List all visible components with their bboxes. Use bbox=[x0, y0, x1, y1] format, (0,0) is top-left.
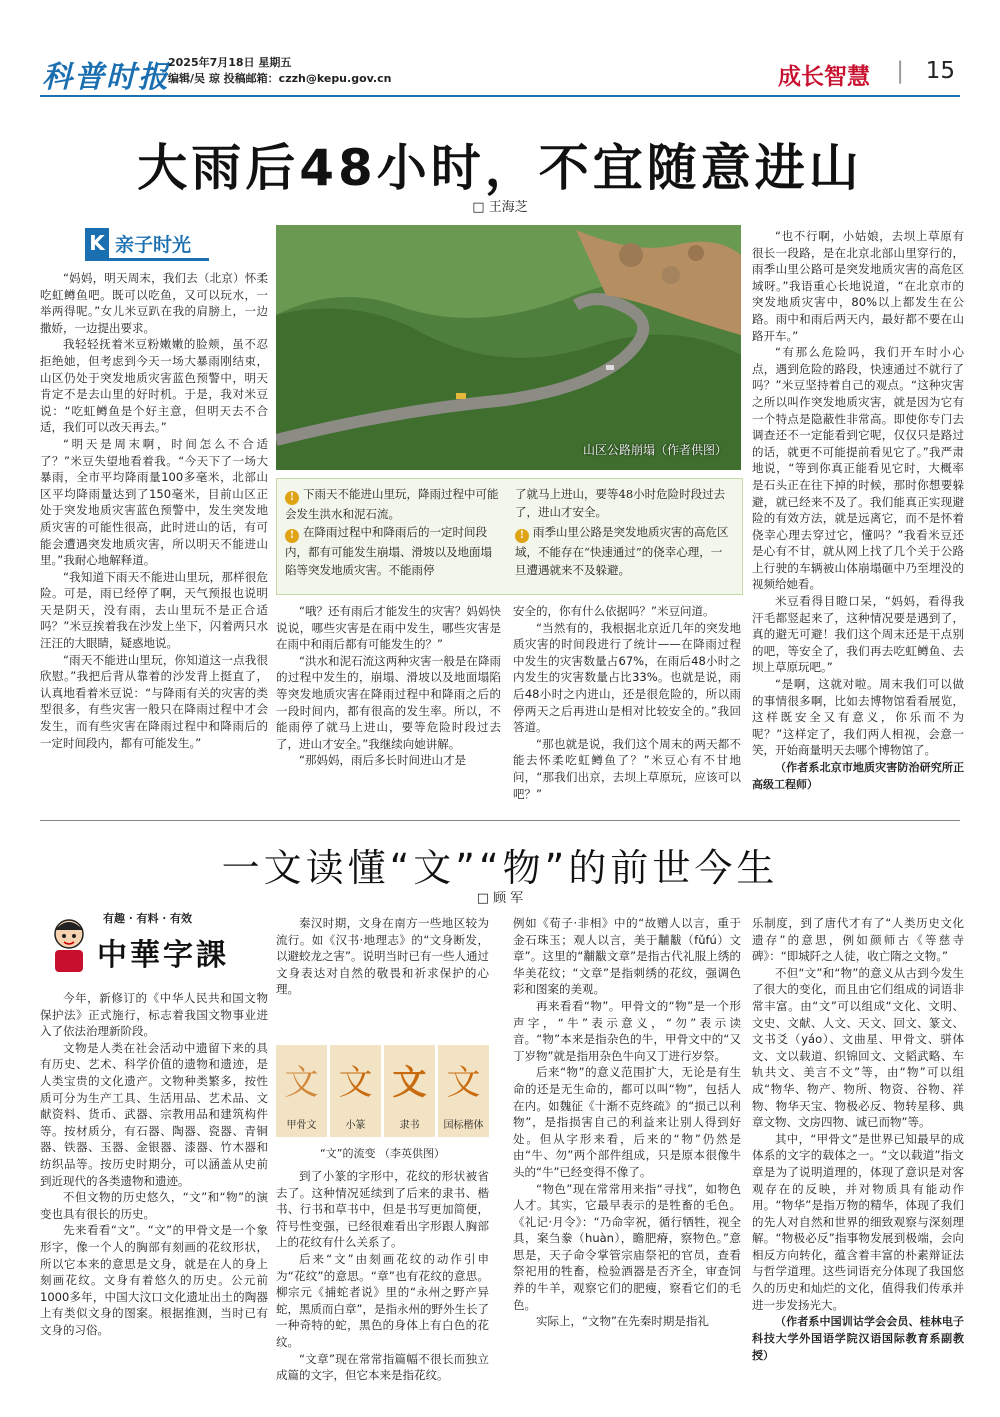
paragraph: 我轻轻抚着米豆粉嫩嫩的脸颊，虽不忍拒绝她，但考虑到今天一场大暴雨刚结束，山区仍处于突发地质灾害蓝色预警中，明天肯定不是去山里的好时机。于是，我对米豆说：“吃虹鳟鱼是个好主意，但明天去不合适，我们可以改天再去。” bbox=[40, 337, 268, 435]
paragraph: “明天是周末啊，时间怎么不合适了？”米豆失望地看着我。“今天下了一场大暴雨，全市平均降雨量100多毫米，北部山区平均降雨量达到了150毫米，目前山区正处于突发地质灾害蓝色预警中，发生突发地质灾害的可能性很高，此时进山的话，有可能会遭遇突发地质灾害，所以明天不能进山里。”我耐心地解释道。 bbox=[40, 436, 268, 568]
tip-2-continued: 了就马上进山，要等48小时危险时段过去了，进山才安全。 bbox=[515, 487, 726, 519]
masthead-logo: 科普时报 bbox=[42, 60, 170, 95]
issue-date: 2025年7月18日 星期五 bbox=[168, 56, 292, 69]
paragraph: 秦汉时期，文身在南方一些地区较为流行。如《汉书·地理志》的“文身断发，以避蛟龙之害”。说明当时已有一些人通过文身表达对自然的敬畏和祈求保护的心理。 bbox=[276, 916, 489, 997]
paragraph: 后来“物”的意义范围扩大，无论是有生命的还是无生命的，都可以叫“物”，包括人在内。如魏征《十渐不克终疏》的“损己以利物”，是指损害自己的利益来让别人得到好处。但从字形来看，后来的“物”仍然是由“牛、勿”两个部件组成，只是原本很像牛头的“牛”已经变得不像了。 bbox=[513, 1065, 741, 1179]
paragraph: 实际上，“文物”在先秦时期是指礼 bbox=[536, 1314, 709, 1329]
warning-icon: ! bbox=[285, 529, 299, 543]
article1-col1 bbox=[40, 270, 268, 751]
paragraph: “洪水和泥石流这两种灾害一般是在降雨的过程中发生的，崩塌、滑坡以及地面塌陷等突发地质灾害在降雨过程中和降雨之后的一段时间内，都有很高的发生率。所以，不能雨停了就马上进山，要等危险时段过去了，进山才安全。”我继续向她讲解。 bbox=[276, 653, 501, 751]
paragraph: 不但“文”和“物”的意义从古到今发生了很大的变化，而且由它们组成的词语非常丰富。由“文”可以组成“文化、文明、文史、文献、人文、天文、回文、篆文、文书爻（yáo）、文曲星、甲骨文、骈体文、文以载道、织锦回文、文韬武略、车轨共文、美言不文”等，由“物”可以组成“物华、物产、物所、物资、谷物、祥物、物华天宝、物极必反、物转星移、典章文物、文房四物、诚已而物”等。 bbox=[752, 965, 964, 1130]
article2-col3 bbox=[513, 915, 741, 1330]
issue-meta bbox=[168, 55, 391, 87]
warning-icon: ! bbox=[285, 491, 299, 505]
author-note: （作者系北京市地质灾害防治研究所正高级工程师） bbox=[752, 761, 964, 791]
paragraph: “是啊，这就对啦。周末我们可以做的事情很多啊，比如去博物馆看看展览，这样既安全又有意义，你乐而不为呢？”这样定了，我们两人相视，会意一笑，开始商量明天去哪个博物馆了。 bbox=[752, 677, 964, 758]
chinese-character-column-tag bbox=[45, 910, 240, 980]
paragraph: “那妈妈，雨后多长时间进山才是 bbox=[299, 753, 466, 768]
header-rule bbox=[40, 95, 960, 97]
script-cell: 文 隶书 bbox=[384, 1045, 435, 1137]
column-tag-label: 亲子时光 bbox=[115, 234, 192, 256]
paragraph: “物色”现在常常用来指“寻找”，如物色人才。其实，它最早表示的是牲畜的毛色。《礼记·月令》：“乃命宰祝，循行牺牲，视全具，案刍豢（huàn），瞻肥瘠，察物色。”意思是，天子命令掌管宗庙祭祀的官员，查看祭祀用的牲畜，检验酒器是否齐全，审查饲养的牛羊，观察它们的肥瘦，察看它们的毛色。 bbox=[513, 1181, 741, 1312]
article2-col1 bbox=[40, 990, 268, 1338]
script-cell: 文 小篆 bbox=[330, 1045, 381, 1137]
page-number: 15 bbox=[925, 58, 955, 84]
script-cell: 文 国标楷体 bbox=[438, 1045, 489, 1137]
photo-caption: 山区公路崩塌（作者供图） bbox=[582, 443, 727, 457]
paragraph: 先来看看“文”。“文”的甲骨文是一个象形字，像一个人的胸部有刻画的花纹形状，所以它本来的意思是文身，就是在人的身上刻画花纹。文身有着悠久的历史。公元前1000多年，中国大汶口文化遗址出土的陶器上有类似文身的图案。根据推测，当时已有文身的习俗。 bbox=[40, 1223, 268, 1337]
editor-info: 编辑/吴 琼 投稿邮箱：czzh@kepu.gov.cn bbox=[168, 72, 392, 85]
paragraph: “我知道下雨天不能进山里玩，那样很危险。可是，雨已经停了啊，天气预报也说明天是阴天，没有雨，去山里玩不是正合适吗？”米豆挨着我在沙发上坐下，闪着两只水汪汪的大眼睛，疑惑地说。 bbox=[40, 569, 268, 651]
tip-3: ! 雨季山里公路是突发地质灾害的高危区域，不能存在“快速通过”的侥幸心理，一旦遭遇就来不及躲避。 bbox=[515, 525, 729, 577]
paragraph: 今年，新修订的《中华人民共和国文物保护法》正式施行，标志着我国文物事业进入了依法治理新阶段。 bbox=[40, 991, 268, 1039]
paragraph: “文章”现在常常指篇幅不很长而独立成篇的文字，但它本来是指花纹。 bbox=[276, 1351, 489, 1383]
tip-2: ! 在降雨过程中和降雨后的一定时间段内，都有可能发生崩塌、滑坡以及地面塌陷等突发地质灾害。不能雨停 bbox=[285, 525, 492, 577]
paragraph: “有那么危险吗，我们开车时小心点，遇到危险的路段，快速通过不就行了吗？”米豆坚持着自己的观点。“这种灾害之所以叫作突发地质灾害，就是因为它有一个特点是隐蔽性非常高。即使你专门去调查还不一定能看到它呢，仅仅只是路过的话，就更不可能提前看见它了。”我严肃地说，“等到你真正能看见它时，大概率是石头正在往下掉的时候，那时你想要躲避，就已经来不及了。我们能真正实现避险的有效方法，就是远离它，而不是怀着侥幸心理去穿过它，懂吗？”我看米豆还是心有不甘，就从网上找了几个关于公路上行驶的车辆被山体崩塌砸中乃至埋没的视频给她看。 bbox=[752, 345, 964, 592]
paragraph: “妈妈，明天周末，我们去（北京）怀柔吃虹鳟鱼吧。既可以吃鱼，又可以玩水，一举两得呢。”女儿米豆趴在我的肩膀上，一边撒娇，一边提出要求。 bbox=[40, 271, 268, 335]
paragraph: 例如《荀子·非相》中的“故赠人以言，重于金石珠玉；观人以言，美于黼黻（fǔfú）文章”。这里的“黼黻文章”是指古代礼服上绣的华美花纹；“文章”是指刺绣的花纹，强调色彩和图案的美观。 bbox=[513, 916, 741, 997]
article1-title: 大雨后48小时，不宜随意进山 bbox=[137, 139, 863, 197]
script-cell: 文 甲骨文 bbox=[276, 1045, 327, 1137]
section-title: 成长智慧 bbox=[778, 63, 870, 90]
column-tag bbox=[85, 228, 209, 261]
paragraph: 不但文物的历史悠久，“文”和“物”的演变也具有很长的历史。 bbox=[40, 1190, 268, 1221]
tip-box bbox=[276, 478, 743, 595]
article2-byline: □ 顾 军 bbox=[476, 891, 524, 906]
paragraph: 其中，“甲骨文”是世界已知最早的成体系的文字的载体之一。“文以载道”指文章是为了说明道理的，体现了意识是对客观存在的反映，并对物质具有能动作用。“物华”是指万物的精华，体现了我们的先人对自然和世界的细致观察与深刻理解。“物极必反”指事物发展到极端，会向相反方向转化，蕴含着丰富的朴素辩证法与哲学道理。这些词语充分体现了我国悠久的历史和灿烂的文化，值得我们传承并进一步发扬光大。 bbox=[752, 1131, 964, 1312]
paragraph: “当然有的，我根据北京近几年的突发地质灾害的时间段进行了统计——在降雨过程中发生的灾害数量占67%，在雨后48小时之内发生的灾害数量占比33%。也就是说，雨后48小时之内进山，还是很危险的，所以雨停两天之后再进山是相对比较安全的。”我回答道。 bbox=[513, 620, 741, 735]
mountain-road-photo-icon bbox=[276, 225, 741, 470]
paragraph: 文物是人类在社会活动中遗留下来的具有历史、艺术、科学价值的遗物和遗迹，是人类宝贵的文化遗产。文物种类繁多，按性质可分为生产工具、生活用品、艺术品、文献资料、货币、武器、宗教用品和建筑构件等。按材质分，有石器、陶器、瓷器、青铜器、铁器、玉器、金银器、漆器、竹木器和纺织品等。按历史时期分，可以涵盖从史前到近现代的各类遗物和遗迹。 bbox=[40, 1040, 268, 1188]
paragraph: “也不行啊，小姑娘，去坝上草原有很长一段路，是在北京北部山里穿行的，雨季山里公路可是突发地质灾害的高危区域呀。”我语重心长地说道，“在北京市的突发地质灾害中，80%以上都发生在公路。雨中和雨后两天内，最好都不要在山路开车。” bbox=[752, 229, 964, 343]
article1-col2 bbox=[276, 603, 501, 769]
article2-col2 bbox=[276, 1168, 489, 1384]
author-note: （作者系中国训诂学会会员、桂林电子科技大学外国语学院汉语国际教育系副教授） bbox=[752, 1315, 964, 1363]
paragraph: “雨天不能进山里玩，你知道这一点我很欣慰。”我把后背从靠着的沙发背上挺直了，认真地看着米豆说：“与降雨有关的灾害的类型很多，有些灾害一般只在降雨过程中才会发生，而有些灾害在降雨过程中和降雨后的一定时间段内，都有可能发生。” bbox=[40, 652, 268, 750]
tag-k-icon: K bbox=[85, 228, 109, 258]
article2-col2-top bbox=[276, 915, 489, 998]
paragraph: 安全的，你有什么依据吗？”米豆问道。 bbox=[513, 604, 715, 618]
teacher-cartoon-icon bbox=[45, 914, 95, 974]
paragraph: 后来“文”由刻画花纹的动作引申为“花纹”的意思。“章”也有花纹的意思。柳宗元《捕蛇者说》里的“永州之野产异蛇，黑质而白章”，是指永州的野外生长了一种奇特的蛇，黑色的身体上有白色的花纹。 bbox=[276, 1251, 489, 1349]
paragraph: “那也就是说，我们这个周末的两天都不能去怀柔吃虹鳟鱼了？”米豆心有不甘地问，“那我们出京，去坝上草原玩，应该可以吧？” bbox=[513, 736, 741, 801]
tag-main-title: 中華字課 bbox=[97, 938, 229, 973]
article1-col3 bbox=[513, 603, 741, 802]
figure-caption: “文”的流变 （李英供图） bbox=[320, 1147, 445, 1160]
article2-title: 一文读懂“文”“物”的前世今生 bbox=[221, 846, 779, 890]
tip-1: ! 下雨天不能进山里玩，降雨过程中可能会发生洪水和泥石流。 bbox=[285, 487, 499, 521]
paragraph: 米豆看得目瞪口呆，“妈妈，看得我汗毛都竖起来了，这种情况要是遇到了，真的避无可避！我们这个周末还是干点别的吧，等安全了，我们再去吃虹鳟鱼、去坝上草原玩吧。” bbox=[752, 594, 964, 675]
article-divider bbox=[40, 820, 960, 821]
tag-slogan: 有趣 · 有料 · 有效 bbox=[103, 912, 192, 925]
warning-icon: ! bbox=[515, 529, 529, 543]
paragraph: “哦？还有雨后才能发生的灾害？妈妈快说说，哪些灾害是在雨中发生，哪些灾害是在雨中和雨后都有可能发生的？” bbox=[276, 604, 501, 652]
paragraph: 再来看看“物”。甲骨文的“物”是一个形声字，“牛”表示意义，“勿”表示读音。“物”本来是指杂色的牛，甲骨文中的“又丁岁物”就是指用杂色牛向又丁进行岁祭。 bbox=[513, 998, 741, 1063]
article1-byline: □ 王海芝 bbox=[472, 200, 528, 215]
article1-col4 bbox=[752, 228, 964, 793]
paragraph: 到了小篆的字形中，花纹的形状被省去了。这种情况延续到了后来的隶书、楷书、行书和草书中，但是书写更加简便，符号性变强，已经很难看出字形跟人胸部上的花纹有什么关系了。 bbox=[276, 1169, 489, 1250]
paragraph: 乐制度，到了唐代才有了“人类历史文化遗存”的意思，例如颜师古《等慈寺碑》：“即城阡之人徒，收亡隋之文物。” bbox=[752, 916, 964, 964]
wen-evolution-figure bbox=[276, 1045, 489, 1137]
section-divider: | bbox=[896, 58, 904, 84]
landslide-photo bbox=[276, 225, 741, 470]
article2-col4 bbox=[752, 915, 964, 1364]
